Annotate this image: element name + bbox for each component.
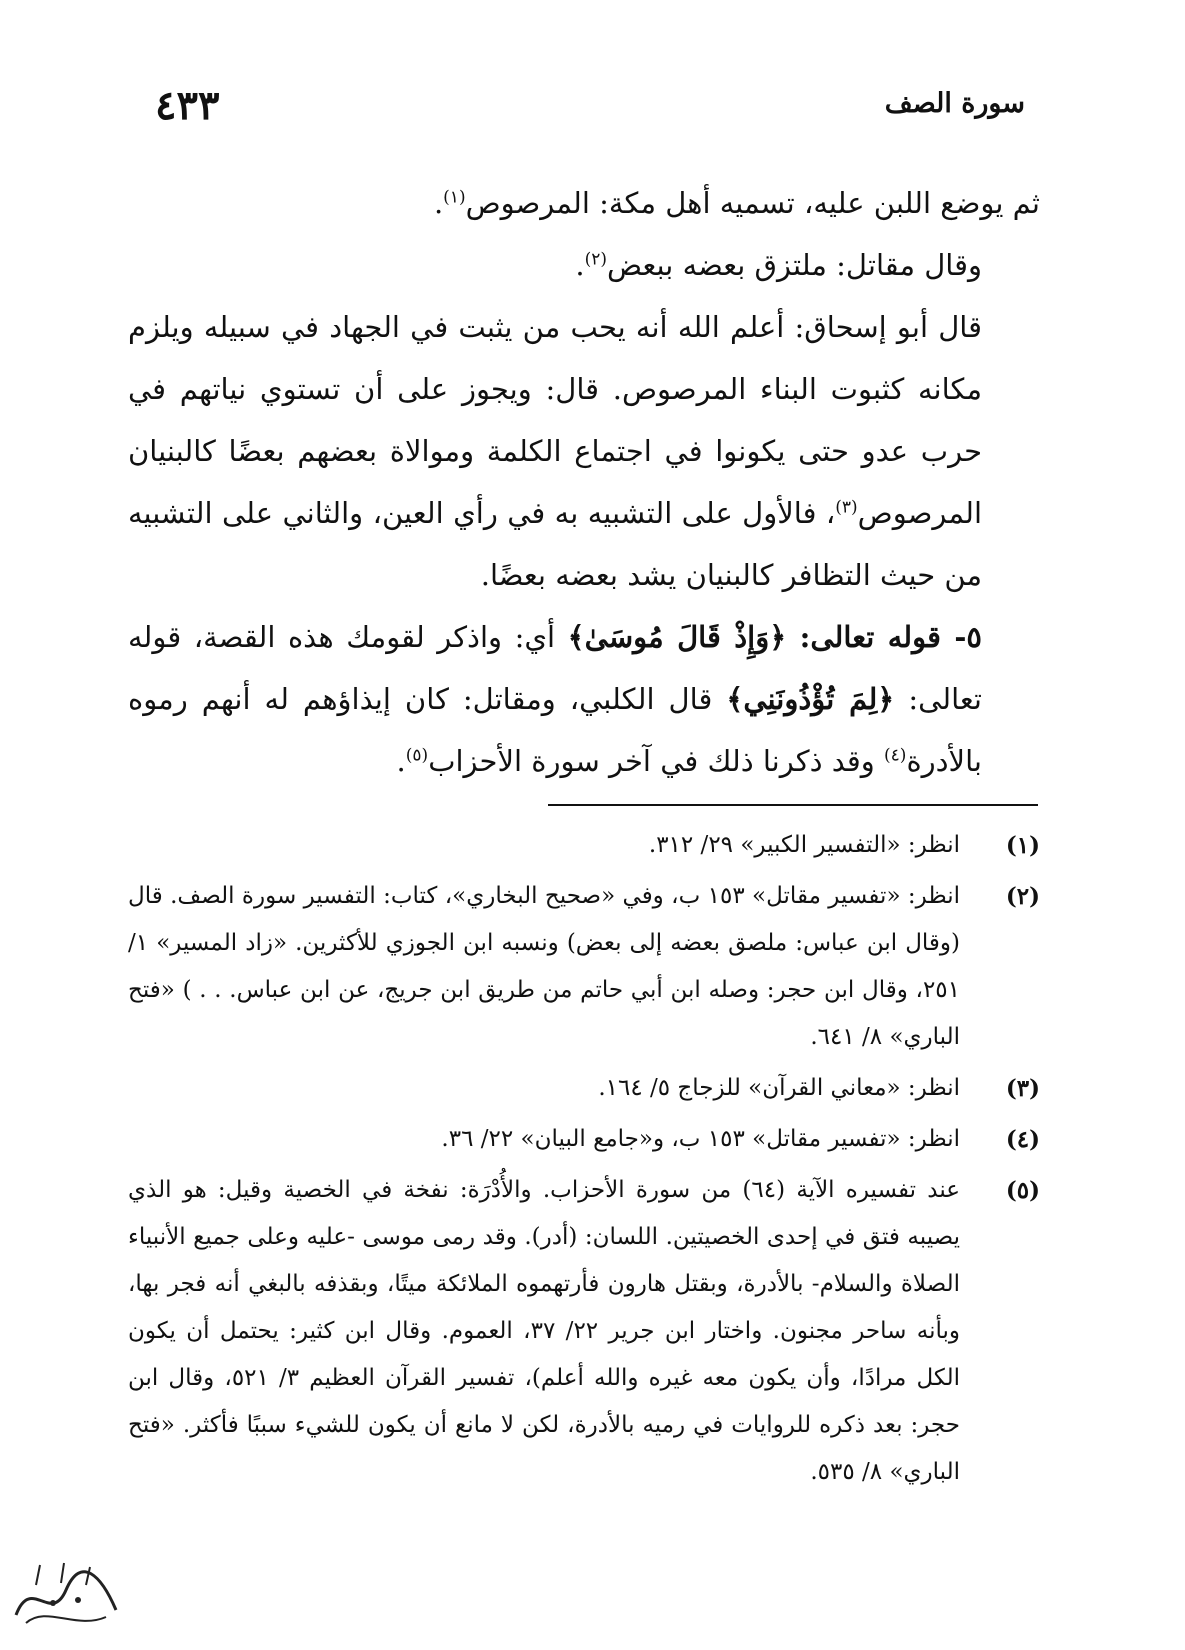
footnote-2 [128,873,1040,1061]
footnote-number: (١) [1005,832,1040,859]
paragraph-1 [128,172,1040,234]
footnote-number: (٤) [1005,1126,1040,1153]
footnote-4 [128,1116,1040,1163]
footnote-ref-2[interactable]: (٢) [584,249,608,270]
footnote-text: انظر: «تفسير مقاتل» ١٥٣ ب، وفي «صحيح البخاري»، كتاب: التفسير سورة الصف. قال (وقال ابن عباس: ملصق بعضه إلى بعض) ونسبه ابن الجوزي للأكثرين. «زاد المسير» ١/ ٢٥١، وقال ابن حجر: وصله ابن أبي حاتم من طريق ابن جريج، عن ابن عباس. . . ) «فتح الباري» ٨/ ٦٤١. [128,883,960,1050]
footnote-text: انظر: «التفسير الكبير» ٢٩/ ٣١٢. [648,832,960,858]
paragraph-4 [128,606,1040,792]
footnote-text: انظر: «تفسير مقاتل» ١٥٣ ب، و«جامع البيان» ٢٢/ ٣٦. [441,1126,960,1152]
paragraph-3-text-b: ، فالأول على التشبيه به في رأي العين، والثاني على التشبيه من حيث التظافر كالبنيان يشد بعضه بعضًا. [128,496,982,592]
paragraph-2 [128,234,1040,296]
footnote-1 [128,822,1040,869]
paragraph-1-end: . [433,186,444,220]
paragraph-2-end: . [575,248,585,282]
footnote-number: (٢) [1005,883,1040,910]
page-number: ٤٣٣ [155,82,220,129]
footnote-ref-4[interactable]: (٤) [884,745,907,766]
paragraph-3 [128,296,1040,606]
quran-quote-1: ﴿وَإِذْ قَالَ مُوسَىٰ﴾ [567,620,787,654]
footnote-3 [128,1065,1040,1112]
footnote-divider [548,804,1038,806]
footnote-ref-3[interactable]: (٣) [835,497,858,518]
footnote-text: عند تفسيره الآية (٦٤) من سورة الأحزاب. والأُدْرَة: نفخة في الخصية وقيل: هو الذي يصيبه فتق في إحدى الخصيتين. اللسان: (أدر). وقد رمى موسى -عليه وعلى جميع الأنبياء الصلاة والسلام- بالأدرة، وبقتل هارون فأرتهموه الملائكة ميتًا، وبقذفه بالبغي أنه فجر بها، وبأنه ساحر مجنون. واختار ابن جرير ٢٢/ ٣٧، العموم. وقال ابن كثير: يحتمل أن يكون الكل مرادًا، وأن يكون معه غيره والله أعلم)، تفسير القرآن العظيم ٣/ ٥٢١، وقال ابن حجر: بعد ذكره للروايات في رميه بالأدرة، لكن لا مانع أن يكون للشيء سببًا فأكثر. «فتح الباري» ٨/ ٥٣٥. [128,1177,961,1485]
footnote-number: (٥) [1005,1177,1040,1204]
paragraph-1-text: ثم يوضع اللبن عليه، تسميه أهل مكة: المرصوص [465,186,1040,220]
page-header [155,82,1025,132]
footnote-text: انظر: «معاني القرآن» للزجاج ٥/ ١٦٤. [598,1075,960,1101]
paragraph-4-text-d: وقد ذكرنا ذلك في آخر سورة الأحزاب [428,744,885,778]
watermark-stamp-icon [6,1555,126,1635]
paragraph-4-end: . [396,744,406,778]
verse-number-label: ٥- قوله تعالى: [786,620,982,654]
footnote-5 [128,1167,1040,1496]
paragraph-4-text-c: قال الكلبي، ومقاتل: كان إيذاؤهم له أنهم رموه بالأدرة [128,682,982,778]
footnote-ref-1[interactable]: (١) [443,187,466,208]
footnotes [128,822,1040,1500]
paragraph-2-text: وقال مقاتل: ملتزق بعضه ببعض [607,248,982,282]
paragraph-3-text-a: قال أبو إسحاق: أعلم الله أنه يحب من يثبت في الجهاد في سبيله ويلزم مكانه كثبوت البناء المرصوص. قال: ويجوز على أن تستوي نياتهم في حرب عدو حتى يكونوا في اجتماع الكلمة وموالاة بعضهم بعضًا كالبنيان المرصوص [128,310,982,530]
main-text [128,172,1040,792]
paragraph-4-text-b: أي: واذكر لقومك هذه القصة، قوله تعالى: [128,620,982,716]
footnote-ref-5[interactable]: (٥) [405,745,429,766]
surah-title: سورة الصف [884,88,1025,119]
footnote-number: (٣) [1005,1075,1040,1102]
quran-quote-2: ﴿لِمَ تُؤْذُونَنِي﴾ [726,682,895,716]
